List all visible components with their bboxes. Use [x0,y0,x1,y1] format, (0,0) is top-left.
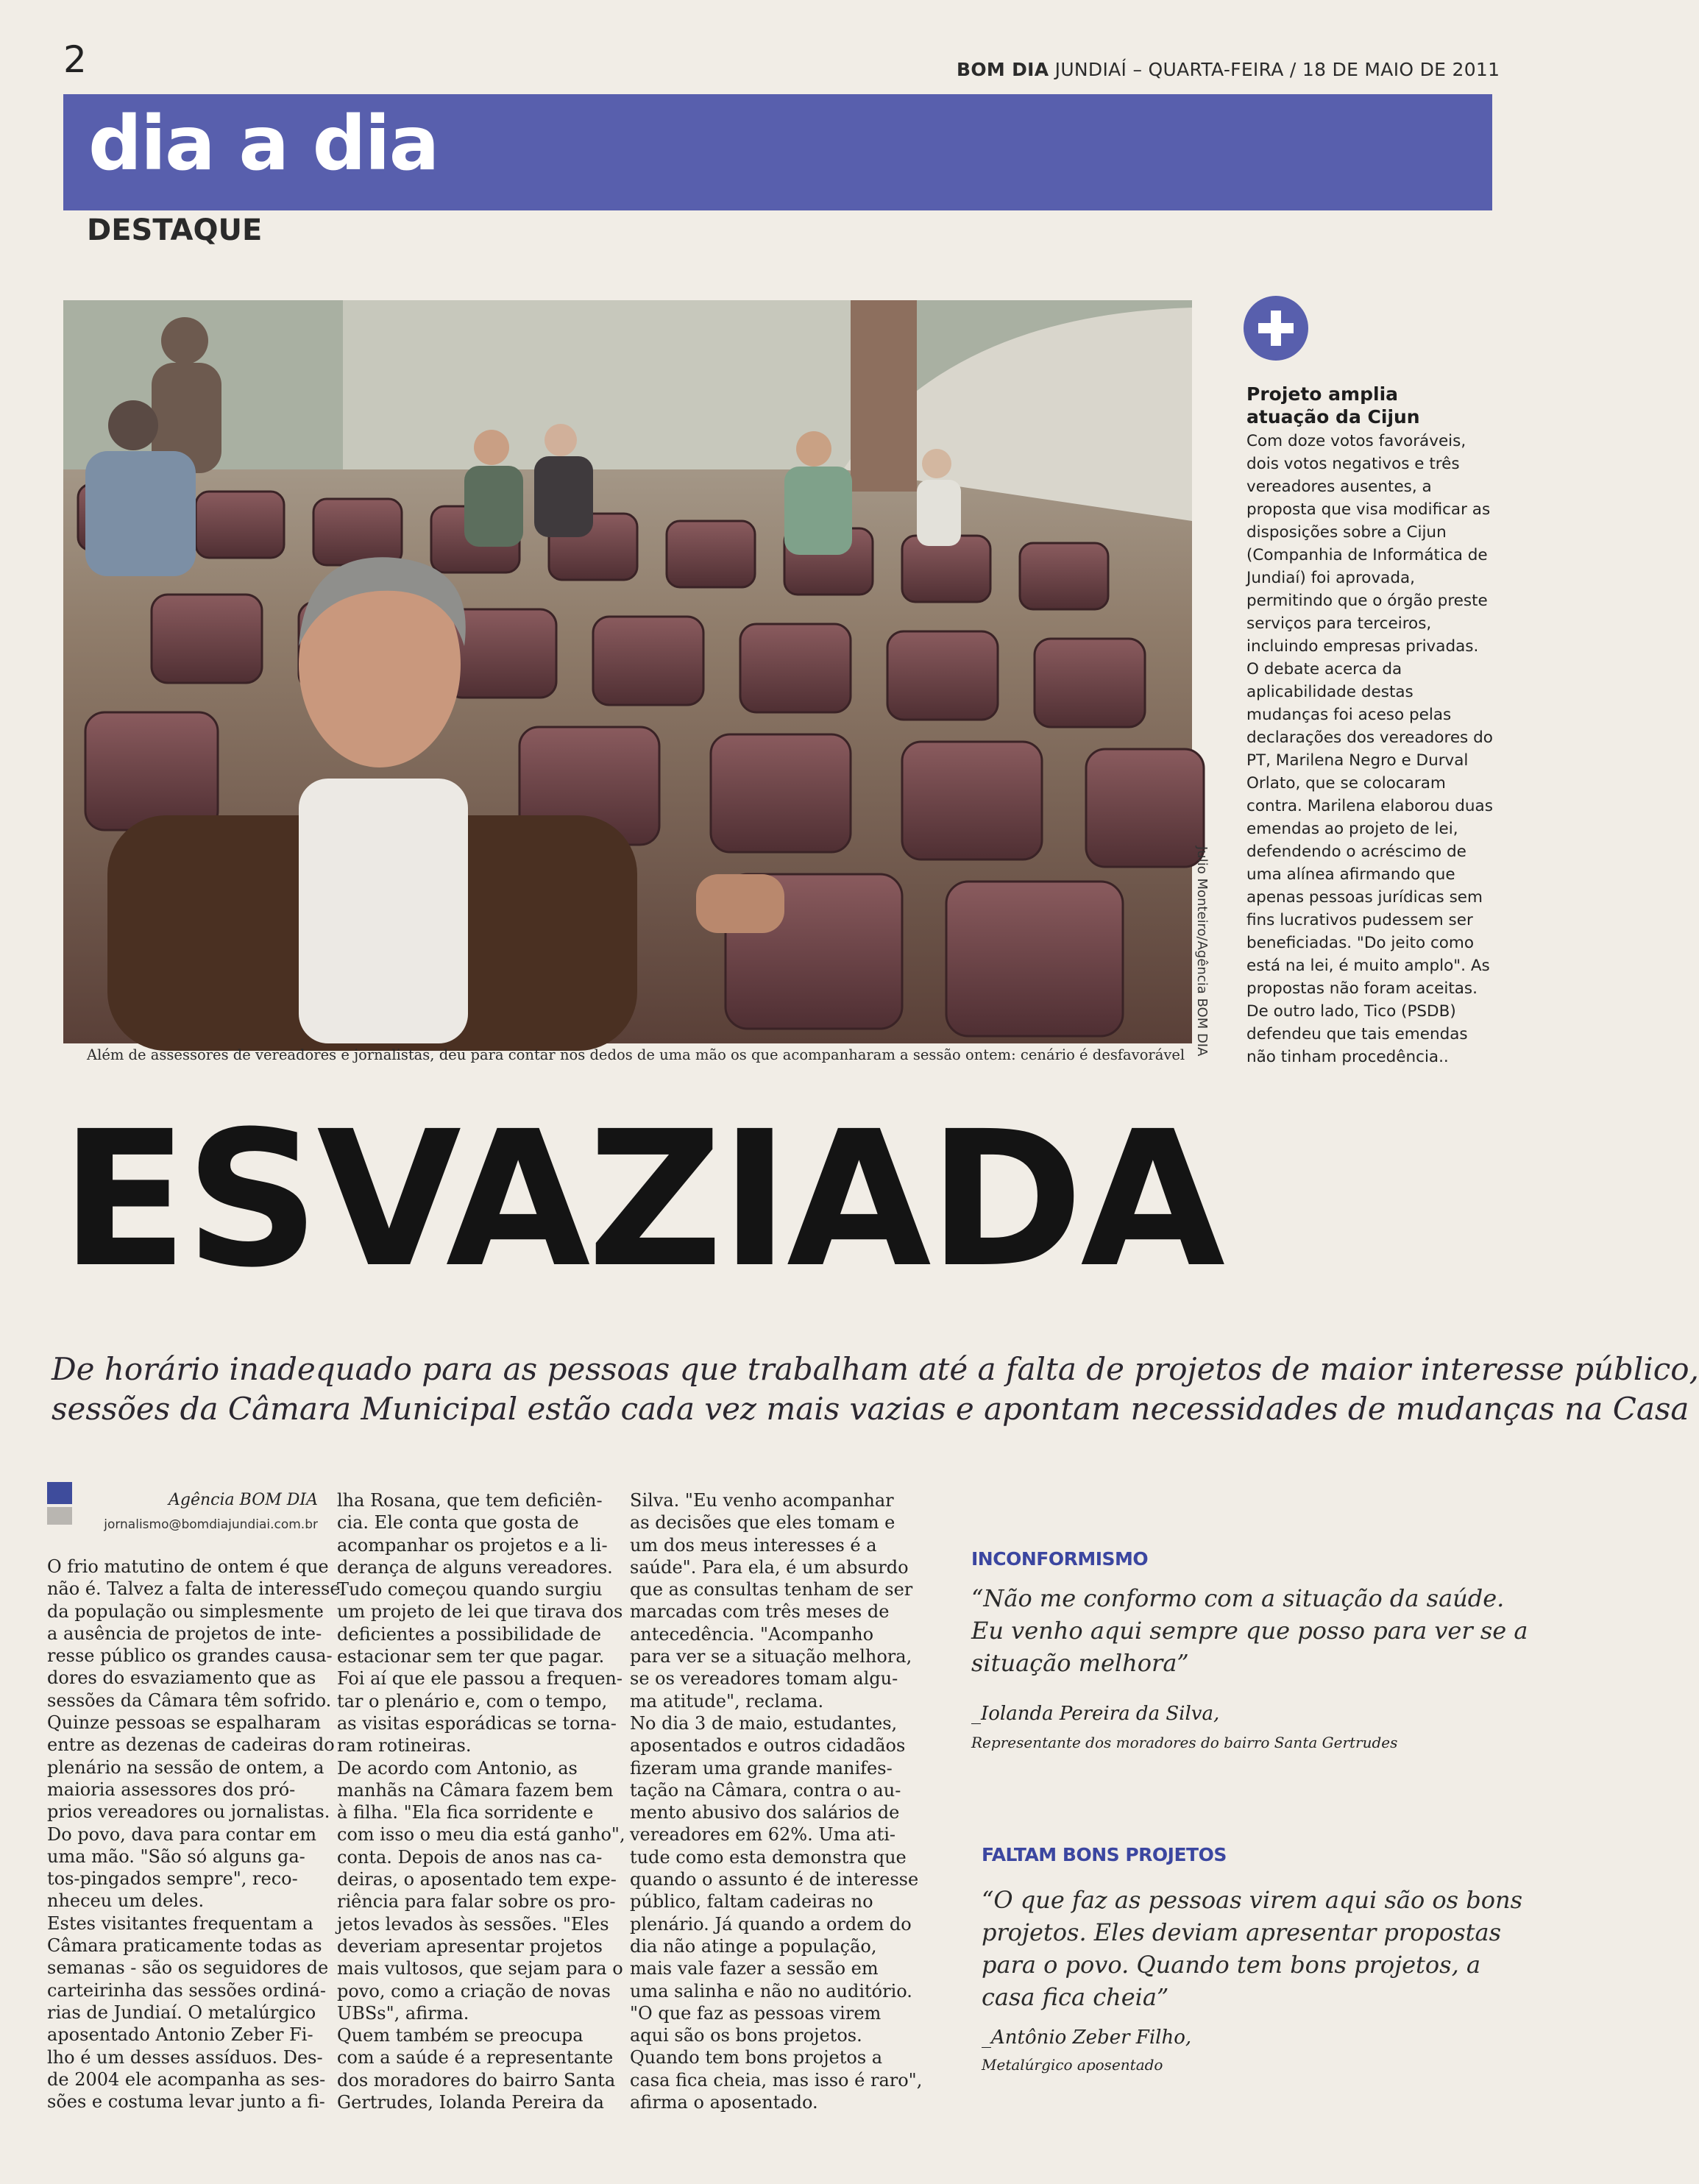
article-line: Foi aí que ele passou a frequen- [337,1668,623,1690]
subsection-label: DESTAQUE [87,213,263,247]
byline: Agência BOM DIA [169,1491,318,1509]
article-line: uma mão. "São só alguns ga- [47,1846,305,1867]
paper-name: BOM DIA [957,59,1049,80]
sidebar-line: emendas ao projeto de lei, [1246,820,1458,838]
article-line: mais vale fazer a sessão em [630,1958,879,1979]
article-line: tude como esta demonstra que [630,1846,907,1868]
article-line: com a saúde é a representante [337,2047,614,2068]
article-line: manhãs na Câmara fazem bem [337,1779,614,1801]
article-line: Estes visitantes frequentam a [47,1912,313,1934]
sidebar-text [1246,430,1497,1068]
article-line: lha Rosana, que tem deficiên- [337,1490,603,1511]
byline-marker [47,1482,72,1504]
article-line: tos-pingados sempre", reco- [47,1868,298,1890]
article-column-2 [337,1489,625,2113]
article-line: UBSs", afirma. [337,2002,469,2024]
plenary-photo [63,300,1192,1043]
article-line: nheceu um deles. [47,1890,205,1912]
deck-line: De horário inadequado para as pessoas que trabalham até a falta de projetos de maior interesse público, [52,1351,1699,1387]
article-line: ram rotineiras. [337,1735,472,1756]
article-line: um projeto de lei que tirava dos [337,1601,623,1623]
article-line: mento abusivo dos salários de [630,1802,900,1823]
dateline: JUNDIAÍ – QUARTA-FEIRA / 18 DE MAIO DE 2011 [1049,59,1500,80]
article-line: se os vereadores tomam algu- [630,1668,898,1690]
article-line: a ausência de projetos de inte- [47,1623,322,1644]
sidebar-line: fins lucrativos pudessem ser [1246,911,1473,929]
sidebar-line: Orlato, que se colocaram [1246,774,1446,793]
quote-line: casa fica cheia” [982,1983,1169,2011]
article-line: não é. Talvez a falta de interesse [47,1578,341,1600]
article-line: deveriam apresentar projetos [337,1935,603,1957]
sidebar-line: está na lei, é muito amplo". As [1246,957,1490,975]
byline-marker-gray [47,1507,72,1525]
article-line: aposentados e outros cidadãos [630,1735,906,1756]
article-line: com isso o meu dia está ganho", [337,1824,625,1846]
article-line: entre as dezenas de cadeiras do [47,1734,335,1756]
article-line: Do povo, dava para contar em [47,1823,317,1845]
article-line: Câmara praticamente todas as [47,1935,322,1957]
photo-credit: Julio Monteiro/Agência BOM DIA [1194,846,1210,1057]
article-line: de 2004 ele acompanha as ses- [47,2068,326,2090]
article-line: sessões da Câmara têm sofrido. [47,1690,332,1711]
article-line: que as consultas tenham de ser [630,1579,913,1600]
deck [52,1350,1699,1429]
article-line: Gertrudes, Iolanda Pereira da [337,2092,604,2113]
masthead-dateline [957,59,1500,80]
sidebar-line: defendendo o acréscimo de [1246,843,1466,861]
article-line: maioria assessores dos pró- [47,1779,296,1800]
article-line: No dia 3 de maio, estudantes, [630,1712,898,1734]
article-line: Quem também se preocupa [337,2025,584,2046]
article-line: conta. Depois de anos nas ca- [337,1846,603,1868]
article-line: povo, como a criação de novas [337,1980,611,2002]
article-line: Quando tem bons projetos a [630,2047,883,2068]
article-line: mais vultosos, que sejam para o [337,1958,623,1979]
sidebar-title: Projeto amplia atuação da Cijun [1246,383,1420,428]
article-line: para ver se a situação melhora, [630,1646,912,1667]
sidebar-line: incluindo empresas privadas. [1246,637,1479,656]
article-line: afirma o aposentado. [630,2092,818,2113]
sidebar-line: defendeu que tais emendas [1246,1025,1468,1043]
sidebar-line: uma alínea afirmando que [1246,865,1455,884]
pull-quote-2 [982,1884,1522,2013]
headline: ESVAZIADA [60,1091,1223,1308]
article-line: plenário. Já quando a ordem do [630,1913,912,1935]
article-line: derança de alguns vereadores. [337,1556,613,1578]
quote-line: Eu venho aqui sempre que posso para ver se a [971,1617,1528,1645]
sidebar-line: serviços para terceiros, [1246,614,1432,633]
sidebar-line: O debate acerca da [1246,660,1402,678]
article-line: dos moradores do bairro Santa [337,2069,616,2091]
sidebar-line: mudanças foi aceso pelas [1246,706,1452,724]
page-number: 2 [63,38,87,81]
article-line: da população ou simplesmente [47,1600,324,1622]
article-line: marcadas com três meses de [630,1601,890,1623]
article-line: quando o assunto é de interesse [630,1869,919,1890]
sidebar-line: permitindo que o órgão preste [1246,592,1488,610]
article-line: as visitas esporádicas se torna- [337,1712,617,1734]
article-line: "O que faz as pessoas virem [630,2002,882,2024]
article-line: aqui são os bons projetos. [630,2025,862,2046]
sidebar-line: declarações dos vereadores do [1246,728,1493,747]
quote-line: “O que faz as pessoas virem aqui são os bons [982,1886,1523,1914]
sidebar-line: beneficiadas. "Do jeito como [1246,934,1475,952]
article-line: prios vereadores ou jornalistas. [47,1801,330,1823]
photo-caption: Além de assessores de vereadores e jornalistas, deu para contar nos dedos de uma mão os que acompanharam a sessão ontem: cenário é desfavorável [87,1046,1185,1063]
article-line: sões e costuma levar junto a fi- [47,2091,325,2113]
quote-role-2: Metalúrgico aposentado [982,2056,1163,2074]
article-line: jetos levados às sessões. "Eles [337,1913,609,1935]
sidebar-line: vereadores ausentes, a [1246,478,1432,496]
article-line: um dos meus interesses é a [630,1534,877,1556]
article-line: estacionar sem ter que pagar. [337,1646,605,1667]
pull-quote-1 [971,1582,1528,1679]
sidebar-line: PT, Marilena Negro e Durval [1246,751,1469,770]
article-line: semanas - são os seguidores de [47,1957,329,1979]
deck-line: sessões da Câmara Municipal estão cada vez mais vazias e apontam necessidades de mudanças na Casa [52,1391,1689,1427]
sidebar-line: Com doze votos favoráveis, [1246,432,1466,450]
article-line: dores do esvaziamento que as [47,1667,316,1689]
article-line: vereadores em 62%. Uma ati- [630,1824,896,1846]
article-line: fizeram uma grande manifes- [630,1757,893,1779]
sidebar-line: (Companhia de Informática de [1246,546,1488,564]
sidebar-line: propostas não foram aceitas. [1246,979,1478,998]
quote-line: projetos. Eles deviam apresentar propostas [982,1918,1501,1946]
quote-line: situação melhora” [971,1649,1189,1677]
sidebar-line: aplicabilidade destas [1246,683,1414,701]
article-line: casa fica cheia, mas isso é raro", [630,2069,923,2091]
sidebar-line: não tinham procedência.. [1246,1048,1449,1066]
article-line: O frio matutino de ontem é que [47,1556,329,1577]
article-line: Silva. "Eu venho acompanhar [630,1490,894,1511]
article-line: rias de Jundiaí. O metalúrgico [47,2002,316,2023]
article-line: uma salinha e não no auditório. [630,1980,912,2002]
article-line: riência para falar sobre os pro- [337,1891,616,1912]
quote-tag-faltam-bons-projetos: FALTAM BONS PROJETOS [982,1844,1227,1865]
article-line: lho é um desses assíduos. Des- [47,2046,323,2068]
article-column-3 [630,1489,923,2113]
quote-author-2: _Antônio Zeber Filho, [982,2027,1192,2049]
byline-email[interactable]: jornalismo@bomdiajundiai.com.br [104,1517,318,1532]
article-line: Quinze pessoas se espalharam [47,1712,321,1734]
quote-line: “Não me conformo com a situação da saúde. [971,1584,1505,1612]
article-line: tação na Câmara, contra o au- [630,1779,901,1801]
article-line: carteirinha das sessões ordiná- [47,1979,326,2001]
article-line: Tudo começou quando surgiu [337,1579,603,1600]
article-line: tar o plenário e, com o tempo, [337,1690,608,1712]
sidebar-line: disposições sobre a Cijun [1246,523,1447,542]
sidebar-line: proposta que visa modificar as [1246,500,1491,519]
article-column-1 [47,1556,341,2113]
sidebar-line: apenas pessoas jurídicas sem [1246,888,1483,907]
article-line: De acordo com Antonio, as [337,1757,578,1779]
quote-author-1: _Iolanda Pereira da Silva, [971,1703,1220,1725]
article-line: acompanhar os projetos e a li- [337,1534,608,1556]
article-line: plenário na sessão de ontem, a [47,1756,324,1778]
quote-line: para o povo. Quando tem bons projetos, a [982,1951,1481,1979]
section-title: dia a dia [88,100,439,188]
article-line: à filha. "Ela fica sorridente e [337,1802,594,1823]
article-line: aposentado Antonio Zeber Fi- [47,2024,313,2046]
article-line: cia. Ele conta que gosta de [337,1512,579,1534]
article-line: as decisões que eles tomam e [630,1512,895,1534]
article-line: público, faltam cadeiras no [630,1891,873,1912]
section-banner [63,94,1492,210]
article-line: deiras, o aposentado tem expe- [337,1869,617,1890]
sidebar-line: De outro lado, Tico (PSDB) [1246,1002,1456,1021]
quote-tag-inconformismo: INCONFORMISMO [971,1548,1149,1570]
article-line: ma atitude", reclama. [630,1690,824,1712]
sidebar-line: dois votos negativos e três [1246,455,1460,473]
plenary-photo-illustration [63,300,1192,1043]
article-line: saúde". Para ela, é um absurdo [630,1556,909,1578]
article-line: dia não atinge a população, [630,1935,877,1957]
article-line: deficientes a possibilidade de [337,1623,602,1645]
quote-role-1: Representante dos moradores do bairro Santa Gertrudes [971,1734,1398,1751]
sidebar-line: Jundiaí) foi aprovada, [1246,569,1416,587]
sidebar-line: contra. Marilena elaborou duas [1246,797,1493,815]
plus-icon [1244,296,1308,361]
article-line: resse público os grandes causa- [47,1645,333,1667]
article-line: antecedência. "Acompanho [630,1623,874,1645]
